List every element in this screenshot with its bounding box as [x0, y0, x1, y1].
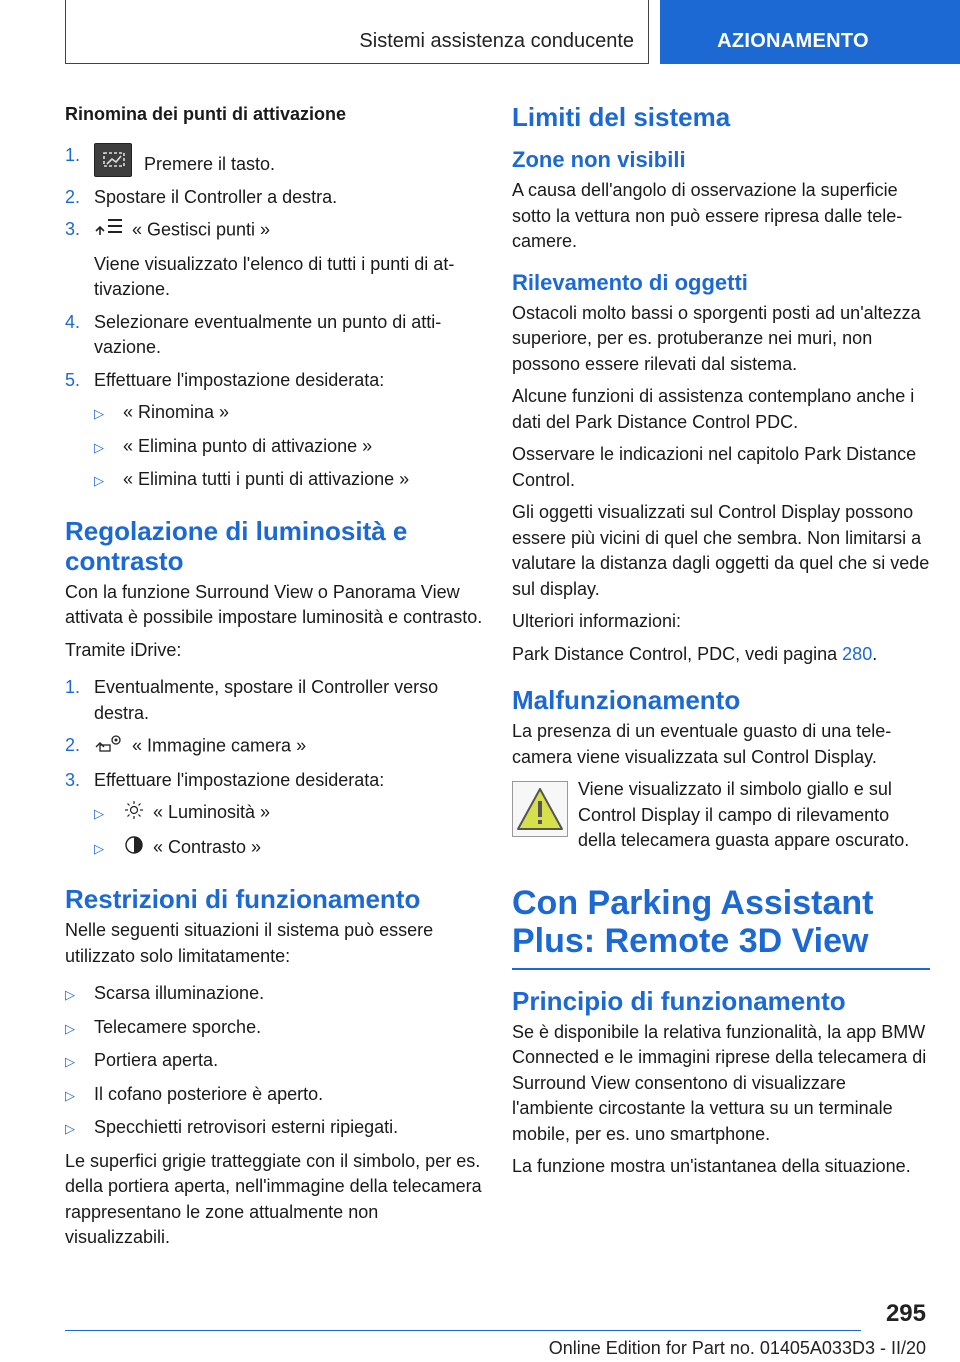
item-text: Portiera aperta. — [94, 1050, 219, 1070]
page-link[interactable]: 280 — [842, 643, 873, 664]
rename-step-5 — [65, 368, 483, 394]
objects-paragraph-2: Alcune funzioni di assistenza contemplano anche i dati del Park Distance Control PDC. — [512, 386, 915, 432]
brightness-step-1 — [65, 675, 483, 726]
step-number — [65, 252, 94, 303]
brightness-option — [65, 800, 483, 828]
page-number: 295 — [885, 1300, 926, 1327]
restrict-item — [65, 1048, 483, 1075]
brightness-heading: Regolazione di luminosità e contrasto — [65, 515, 408, 576]
reference-text: Park Distance Control, PDC, vedi pagina — [512, 643, 838, 664]
left-column — [65, 96, 483, 1258]
rename-title: Rinomina dei punti di attivazione — [65, 104, 347, 124]
bullet-triangle-icon: ▷ — [65, 1121, 75, 1136]
step-number: 2. — [65, 735, 81, 755]
brightness-icon — [123, 800, 145, 828]
rename-step-4 — [65, 310, 483, 361]
restrict-item — [65, 1015, 483, 1042]
step-number: 3. — [65, 219, 81, 239]
brightness-step-3 — [65, 768, 483, 794]
bullet-triangle-icon: ▷ — [65, 1054, 75, 1069]
step-text: « Immagine camera » — [132, 735, 307, 756]
bullet-triangle-icon: ▷ — [94, 840, 104, 856]
rename-option — [65, 467, 483, 494]
bullet-triangle-icon: ▷ — [65, 987, 75, 1002]
step-number: 4. — [65, 311, 81, 332]
malfunction-paragraph: La presenza di un eventuale guasto di una telecamera viene visualizzata sul Control Display. — [512, 721, 892, 767]
item-text: Scarsa illuminazione. — [94, 983, 265, 1003]
step-text: Eventualmente, spostare il Controller verso destra. — [94, 677, 439, 723]
step-text: Premere il tasto. — [144, 154, 276, 174]
step-number: 2. — [65, 186, 81, 207]
step-number: 1. — [65, 677, 81, 697]
brightness-option — [65, 835, 483, 863]
step-text: Viene visualizzato l'elenco di tutti i punti di attivazione. — [94, 253, 455, 299]
step-text: Selezionare eventualmente un punto di attivazione. — [94, 311, 442, 357]
restrict-item — [65, 1082, 483, 1109]
camera-button-icon — [94, 143, 132, 177]
restrict-paragraph: Nelle seguenti situazioni il sistema può essere utilizzato solo limitatamente: — [65, 920, 434, 966]
zones-paragraph: A causa dell'angolo di osservazione la superficie sotto la vettura non può essere ripresa dalle telecamere. — [512, 180, 903, 251]
objects-paragraph-1: Ostacoli molto bassi o sporgenti posti ad un'altezza superiore, per es. protuberanze nei muri, non possono essere rilevati dal sistema. — [512, 302, 921, 374]
footer-divider — [65, 1330, 861, 1331]
camera-image-icon — [94, 733, 124, 761]
objects-paragraph-3: Osservare le indicazioni nel capitolo Park Distance Control. — [512, 444, 917, 490]
zones-heading: Zone non visibili — [512, 147, 686, 172]
step-text: Spostare il Controller a destra. — [94, 186, 338, 207]
option-text: « Elimina tutti i punti di attivazione » — [123, 469, 410, 489]
option-text: « Rinomina » — [123, 402, 230, 422]
bullet-triangle-icon: ▷ — [65, 1087, 75, 1103]
bullet-triangle-icon: ▷ — [65, 1020, 75, 1036]
objects-heading: Rilevamento di oggetti — [512, 269, 748, 295]
rename-step-1 — [65, 143, 483, 178]
objects-paragraph-6 — [512, 642, 930, 668]
restrict-item — [65, 981, 483, 1008]
header-chapter-tab — [660, 0, 960, 64]
bullet-triangle-icon: ▷ — [94, 439, 104, 455]
rename-step-3-detail — [65, 252, 483, 303]
header-section-box — [65, 0, 649, 64]
item-text: Il cofano posteriore è aperto. — [94, 1083, 324, 1104]
option-text: « Elimina punto di attivazione » — [123, 435, 373, 456]
step-number: 5. — [65, 369, 81, 390]
warning-triangle-icon — [512, 781, 568, 837]
warning-text: Viene visualizzato il simbolo giallo e sul Control Display il campo di rilevamento della telecamera guasta appare oscurato. — [578, 779, 910, 850]
brightness-paragraph: Con la funzione Surround View o Panorama View attivata è possibile impostare luminosità e contrasto. — [65, 581, 483, 627]
rename-step-3 — [65, 217, 483, 245]
rename-option — [65, 400, 483, 427]
rename-option — [65, 434, 483, 461]
brightness-idrive: Tramite iDrive: — [65, 639, 182, 660]
bullet-triangle-icon: ▷ — [94, 473, 104, 488]
option-text: « Luminosità » — [153, 802, 271, 822]
step-text: Effettuare l'impostazione desiderata: — [94, 769, 385, 790]
remote-view-heading: Con Parking Assistant Plus: Remote 3D View — [512, 884, 930, 970]
reference-end: . — [872, 643, 878, 664]
bullet-triangle-icon: ▷ — [94, 806, 104, 821]
bullet-triangle-icon: ▷ — [94, 406, 104, 421]
header-section-title: Sistemi assistenza conducente — [359, 30, 634, 52]
rename-step-2 — [65, 185, 483, 211]
step-text: « Gestisci punti » — [132, 219, 271, 240]
principle-paragraph-1: Se è disponibile la relativa funzionalità, la app BMW Connected e le immagini riprese della telecamera di Surround View consentono di visualizzare l'ambiente circostante la vettura su un terminale mobile, per es. uno smartphone. — [512, 1021, 927, 1144]
objects-paragraph-4: Gli oggetti visualizzati sul Control Display possono essere più vicini di quel che sembra. Non limitarsi a valutare la distanza dagli oggetti da quel che si vede sul display. — [512, 502, 930, 599]
warning-note — [512, 777, 930, 854]
right-column — [512, 96, 930, 1187]
item-text: Specchietti retrovisori esterni ripiegati. — [94, 1117, 399, 1137]
step-text: Effettuare l'impostazione desiderata: — [94, 369, 385, 390]
contrast-icon — [123, 835, 145, 863]
restrict-heading: Restrizioni di funzionamento — [65, 884, 421, 914]
header-chapter-label: AZIONAMENTO — [717, 30, 869, 52]
brightness-step-2 — [65, 733, 483, 761]
option-text: « Contrasto » — [153, 836, 262, 857]
malfunction-heading: Malfunzionamento — [512, 685, 741, 715]
restrict-note: Le superfici grigie tratteggiate con il simbolo, per es. della portiera aperta, nell'immagine della telecamera rappresentano le zone attualmente non visualizzabili. — [65, 1150, 482, 1247]
manage-points-icon — [94, 217, 124, 245]
restrict-item — [65, 1115, 483, 1142]
step-number: 1. — [65, 145, 81, 165]
step-number: 3. — [65, 769, 81, 790]
limits-heading: Limiti del sistema — [512, 102, 731, 132]
principle-paragraph-2: La funzione mostra un'istantanea della situazione. — [512, 1156, 911, 1176]
footer-edition: Online Edition for Part no. 01405A033D3 - II/20 — [548, 1338, 926, 1358]
principle-heading: Principio di funzionamento — [512, 985, 846, 1016]
item-text: Telecamere sporche. — [94, 1016, 262, 1037]
objects-paragraph-5: Ulteriori informazioni: — [512, 611, 682, 631]
